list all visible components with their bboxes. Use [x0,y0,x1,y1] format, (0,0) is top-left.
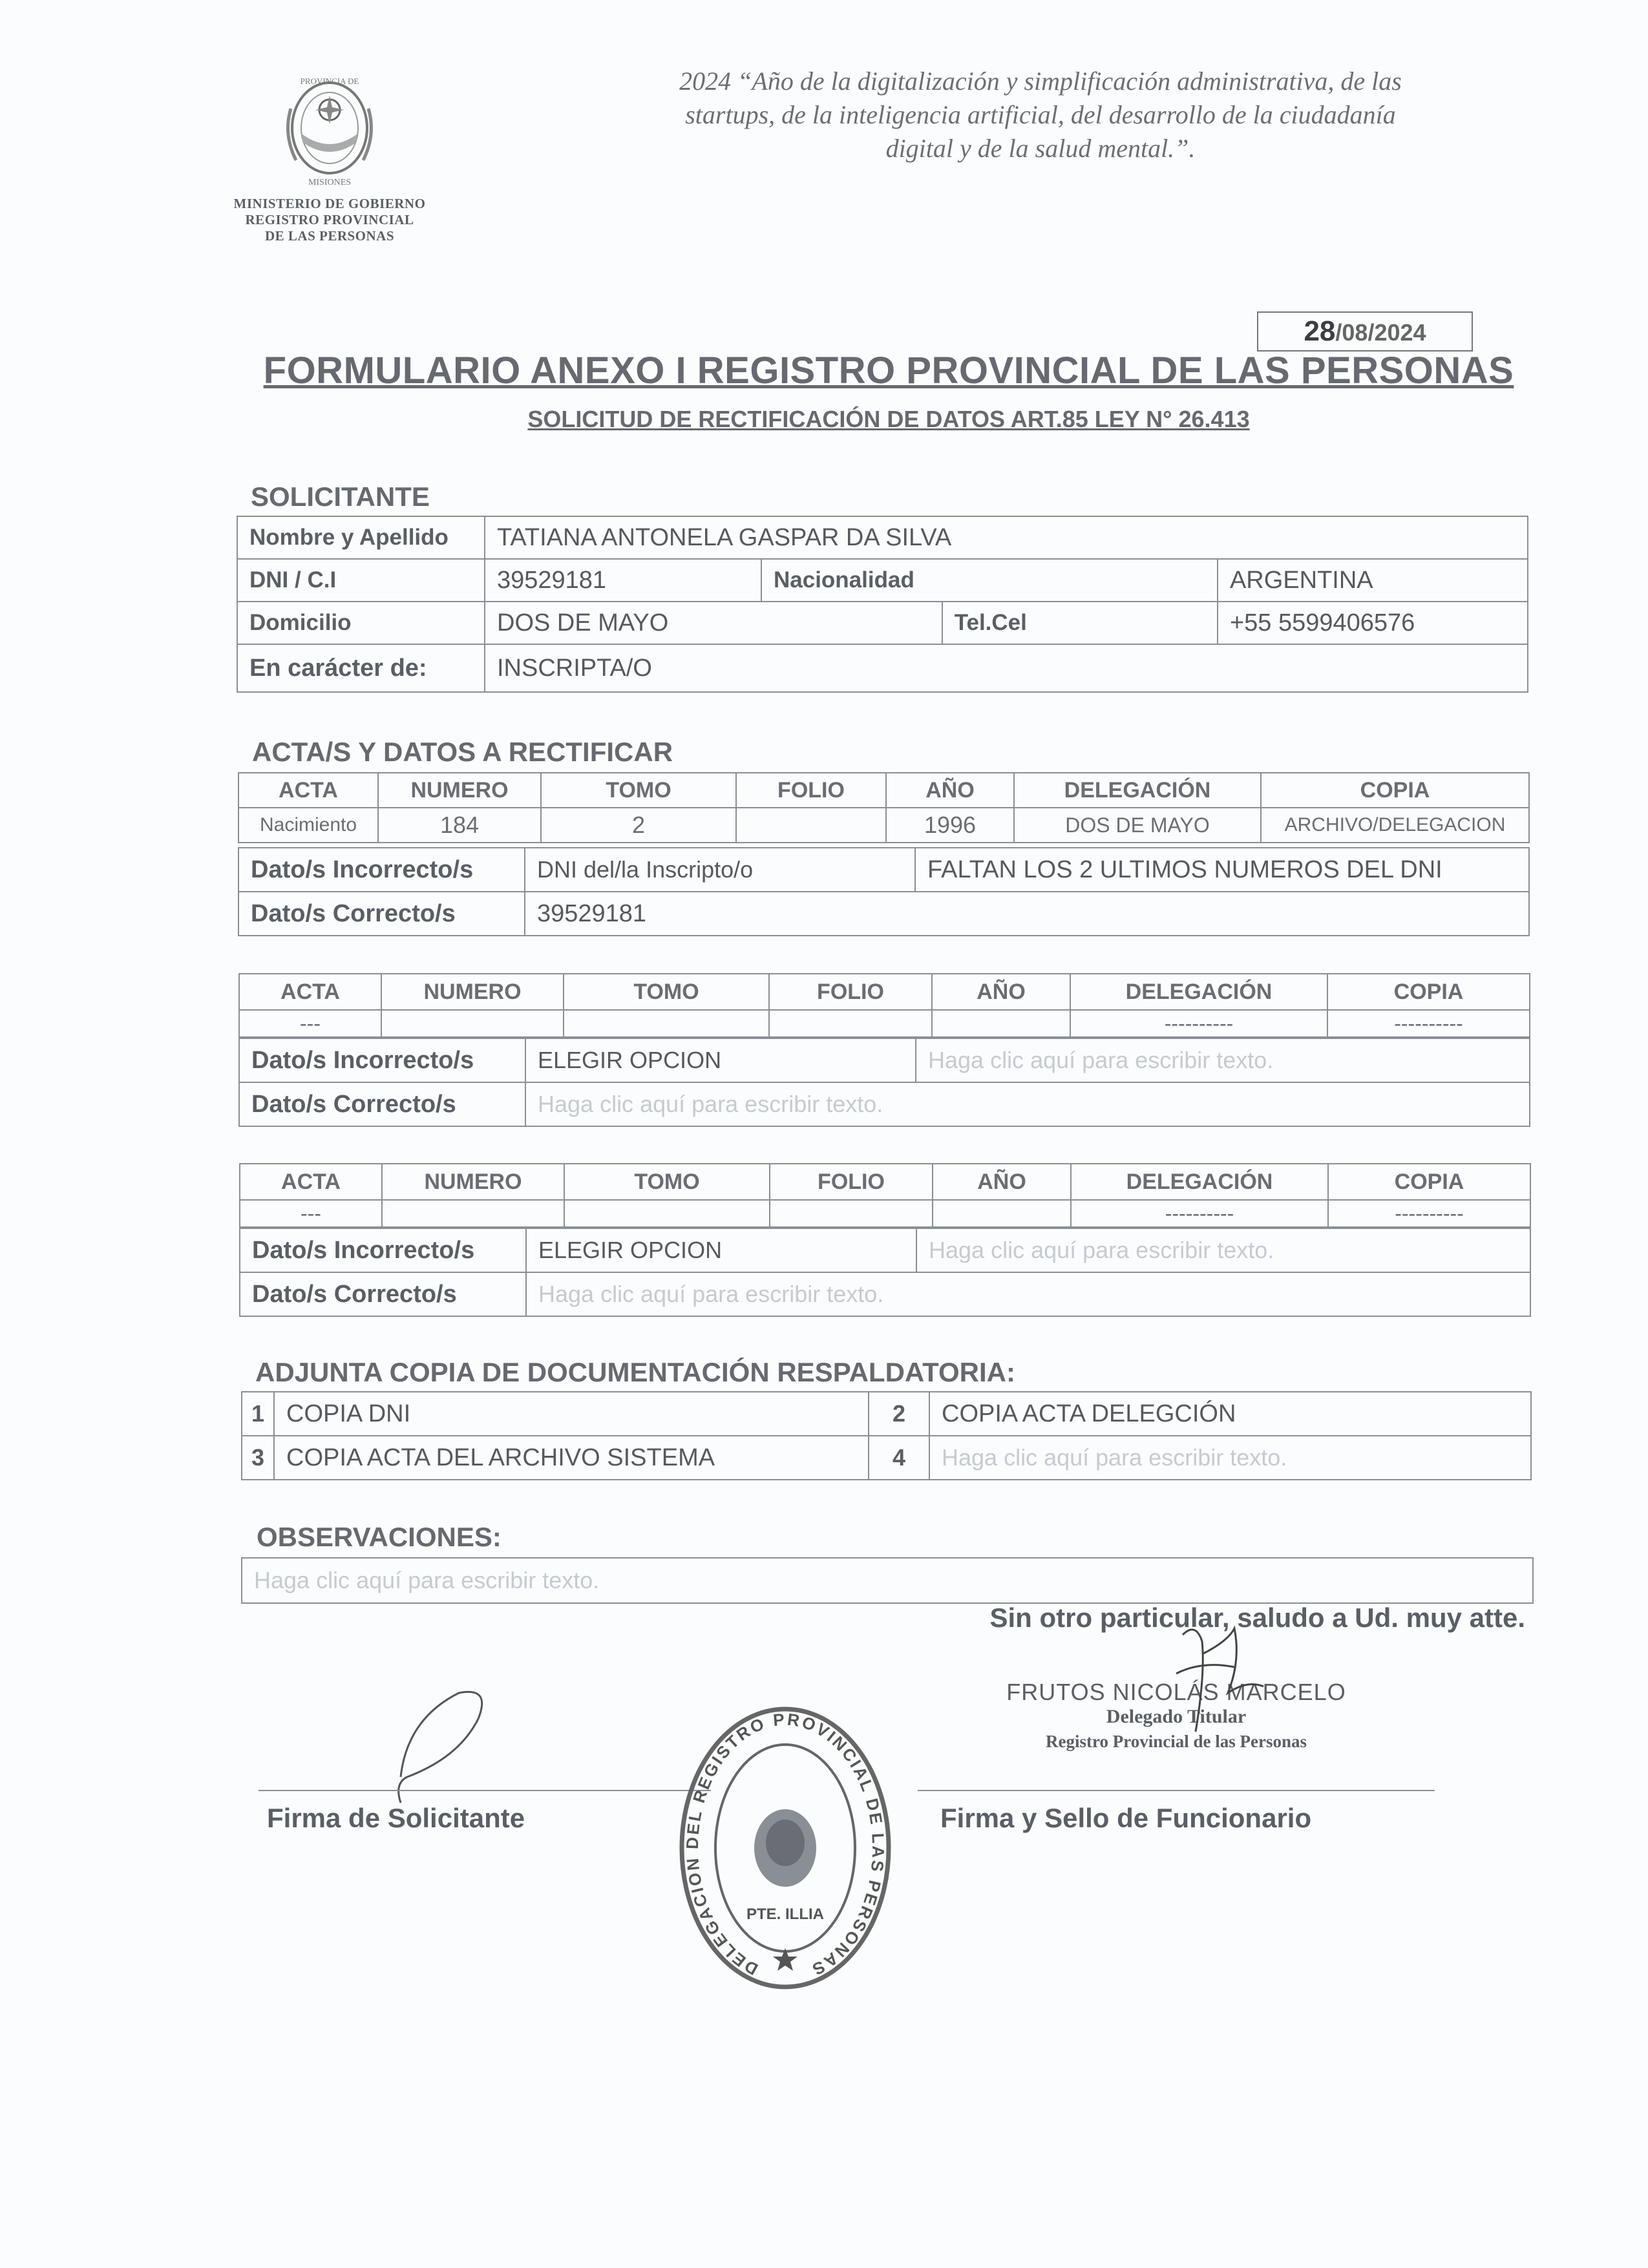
acta-block-1-datos [238,847,1530,936]
ministry-logo [207,70,452,244]
incorrect-option-select[interactable]: ELEGIR OPCION [526,1228,916,1272]
official-name: FRUTOS NICOLÁS MARCELO [1006,1679,1346,1705]
acta-folio[interactable] [769,1010,932,1037]
acta-numero[interactable] [382,1200,564,1227]
acta-anio[interactable]: 1996 [886,808,1014,843]
nombre-label: Nombre y Apellido [237,516,485,559]
adjunta-heading: ADJUNTA COPIA DE DOCUMENTACIÓN RESPALDATORIA: [255,1357,1015,1387]
col-delegacion: DELEGACIÓN [1014,773,1261,808]
incorrect-detail-field[interactable]: Haga clic aquí para escribir texto. [916,1038,1530,1082]
stamp-crest-icon [754,1809,816,1887]
acta-type[interactable]: --- [240,1200,382,1227]
col-numero: NUMERO [378,773,541,808]
correct-field[interactable]: Haga clic aquí para escribir texto. [525,1082,1530,1126]
signature-label-funcionario: Firma y Sello de Funcionario [940,1803,1312,1833]
correct-field[interactable]: Haga clic aquí para escribir texto. [526,1272,1530,1316]
signature-line-funcionario [918,1790,1435,1791]
closing-text: Sin otro particular, saludo a Ud. muy atte. [989,1602,1525,1633]
form-subtitle: SOLICITUD DE RECTIFICACIÓN DE DATOS ART.85 LEY N° 26.413 [527,406,1250,432]
incorrect-label: Dato/s Incorrecto/s [239,1038,525,1082]
acta-tomo[interactable] [564,1200,770,1227]
date-month-year: /08/2024 [1335,319,1426,346]
tel-label: Tel.Cel [942,602,1218,644]
acta-delegacion[interactable]: ---------- [1070,1010,1327,1037]
official-stamp [672,1693,898,1997]
col-anio: AÑO [886,773,1014,808]
adjunta-number: 1 [242,1392,274,1436]
col-acta: ACTA [240,1164,382,1200]
acta-block-2-datos [238,1038,1530,1127]
adjunta-item[interactable]: Haga clic aquí para escribir texto. [929,1436,1531,1480]
col-tomo: TOMO [564,1164,770,1200]
acta-anio[interactable] [933,1200,1071,1227]
acta-numero[interactable] [381,1010,564,1037]
col-copia: COPIA [1261,773,1529,808]
stamp-ring-text: DELEGACION DEL REGISTRO PROVINCIAL DE LAS PERSONAS [682,1709,889,1980]
actas-heading: ACTA/S Y DATOS A RECTIFICAR [252,737,673,767]
col-anio: AÑO [932,974,1070,1010]
caracter-field[interactable]: INSCRIPTA/O [485,644,1528,692]
correct-field[interactable]: 39529181 [525,892,1529,936]
observaciones-heading: OBSERVACIONES: [257,1522,502,1552]
observaciones-table [241,1557,1534,1604]
ministry-name: MINISTERIO DE GOBIERNO REGISTRO PROVINCIAL DE LAS PERSONAS [233,196,426,244]
adjunta-item[interactable]: COPIA DNI [274,1392,869,1436]
official-role: Delegado Titular [1106,1706,1247,1727]
adjunta-item[interactable]: COPIA ACTA DELEGCIÓN [929,1392,1531,1436]
incorrect-option-select[interactable]: DNI del/la Inscripto/o [525,848,915,892]
acta-block-1 [238,772,1530,843]
stamp-inner-text: PTE. ILLIA [746,1906,824,1923]
solicitante-table [237,516,1528,693]
acta-delegacion[interactable]: DOS DE MAYO [1014,808,1261,843]
nombre-field[interactable]: TATIANA ANTONELA GASPAR DA SILVA [485,516,1528,559]
col-numero: NUMERO [381,974,564,1010]
svg-text:MISIONES: MISIONES [308,178,352,187]
col-folio: FOLIO [769,974,932,1010]
col-acta: ACTA [238,773,378,808]
col-copia: COPIA [1328,1164,1530,1200]
correct-label: Dato/s Correcto/s [240,1272,526,1316]
incorrect-detail-field[interactable]: Haga clic aquí para escribir texto. [916,1228,1530,1272]
signature-label-solicitante: Firma de Solicitante [267,1803,525,1833]
adjunta-number: 4 [869,1436,929,1480]
col-numero: NUMERO [382,1164,564,1200]
col-acta: ACTA [239,974,381,1010]
col-tomo: TOMO [541,773,736,808]
acta-block-2 [238,973,1530,1038]
incorrect-label: Dato/s Incorrecto/s [238,848,525,892]
date-field[interactable] [1257,311,1473,352]
acta-folio[interactable] [736,808,886,843]
col-delegacion: DELEGACIÓN [1070,974,1327,1010]
observaciones-field[interactable]: Haga clic aquí para escribir texto. [242,1558,1533,1603]
official-signature-icon [1157,1615,1286,1770]
acta-tomo[interactable]: 2 [541,808,736,843]
acta-block-3 [239,1163,1531,1228]
nacionalidad-label: Nacionalidad [761,559,1218,602]
acta-folio[interactable] [770,1200,933,1227]
domicilio-field[interactable]: DOS DE MAYO [485,602,942,644]
acta-block-3-datos [239,1228,1531,1317]
dni-label: DNI / C.I [237,559,485,602]
acta-numero[interactable]: 184 [378,808,541,843]
col-delegacion: DELEGACIÓN [1071,1164,1328,1200]
form-title: FORMULARIO ANEXO I REGISTRO PROVINCIAL DE LAS PERSONAS [263,350,1514,392]
solicitante-heading: SOLICITANTE [251,481,430,512]
date-day: 28 [1304,315,1336,347]
provincial-crest-icon [265,70,394,193]
col-folio: FOLIO [736,773,886,808]
acta-copia[interactable]: ARCHIVO/DELEGACION [1261,808,1529,843]
svg-text:PROVINCIA DE: PROVINCIA DE [300,76,359,86]
signature-line-solicitante [259,1790,711,1791]
adjunta-number: 2 [869,1392,929,1436]
acta-delegacion[interactable]: ---------- [1071,1200,1328,1227]
year-motto: 2024 “Año de la digitalización y simplificación administrativa, de las startups, de la inteligencia artificial, del desarrollo de la ciudadanía digital y de la salud mental.”. [679,67,1402,163]
incorrect-detail-field[interactable]: FALTAN LOS 2 ULTIMOS NUMEROS DEL DNI [915,848,1529,892]
correct-label: Dato/s Correcto/s [238,892,525,936]
dni-field[interactable]: 39529181 [485,559,761,602]
adjunta-item[interactable]: COPIA ACTA DEL ARCHIVO SISTEMA [274,1436,869,1480]
caracter-label: En carácter de: [237,644,485,692]
acta-copia[interactable]: ---------- [1327,1010,1530,1037]
acta-tomo[interactable] [564,1010,769,1037]
acta-type[interactable]: Nacimiento [238,808,378,843]
col-tomo: TOMO [564,974,769,1010]
acta-copia[interactable]: ---------- [1328,1200,1530,1227]
col-copia: COPIA [1327,974,1530,1010]
col-folio: FOLIO [770,1164,933,1200]
official-office: Registro Provincial de las Personas [1046,1732,1307,1751]
adjunta-table [241,1391,1532,1480]
col-anio: AÑO [933,1164,1071,1200]
acta-type[interactable]: --- [239,1010,381,1037]
correct-label: Dato/s Correcto/s [239,1082,525,1126]
acta-anio[interactable] [932,1010,1070,1037]
incorrect-label: Dato/s Incorrecto/s [240,1228,526,1272]
domicilio-label: Domicilio [237,602,485,644]
incorrect-option-select[interactable]: ELEGIR OPCION [525,1038,916,1082]
adjunta-number: 3 [242,1436,274,1480]
tel-field[interactable]: +55 5599406576 [1218,602,1528,644]
nacionalidad-field[interactable]: ARGENTINA [1218,559,1528,602]
